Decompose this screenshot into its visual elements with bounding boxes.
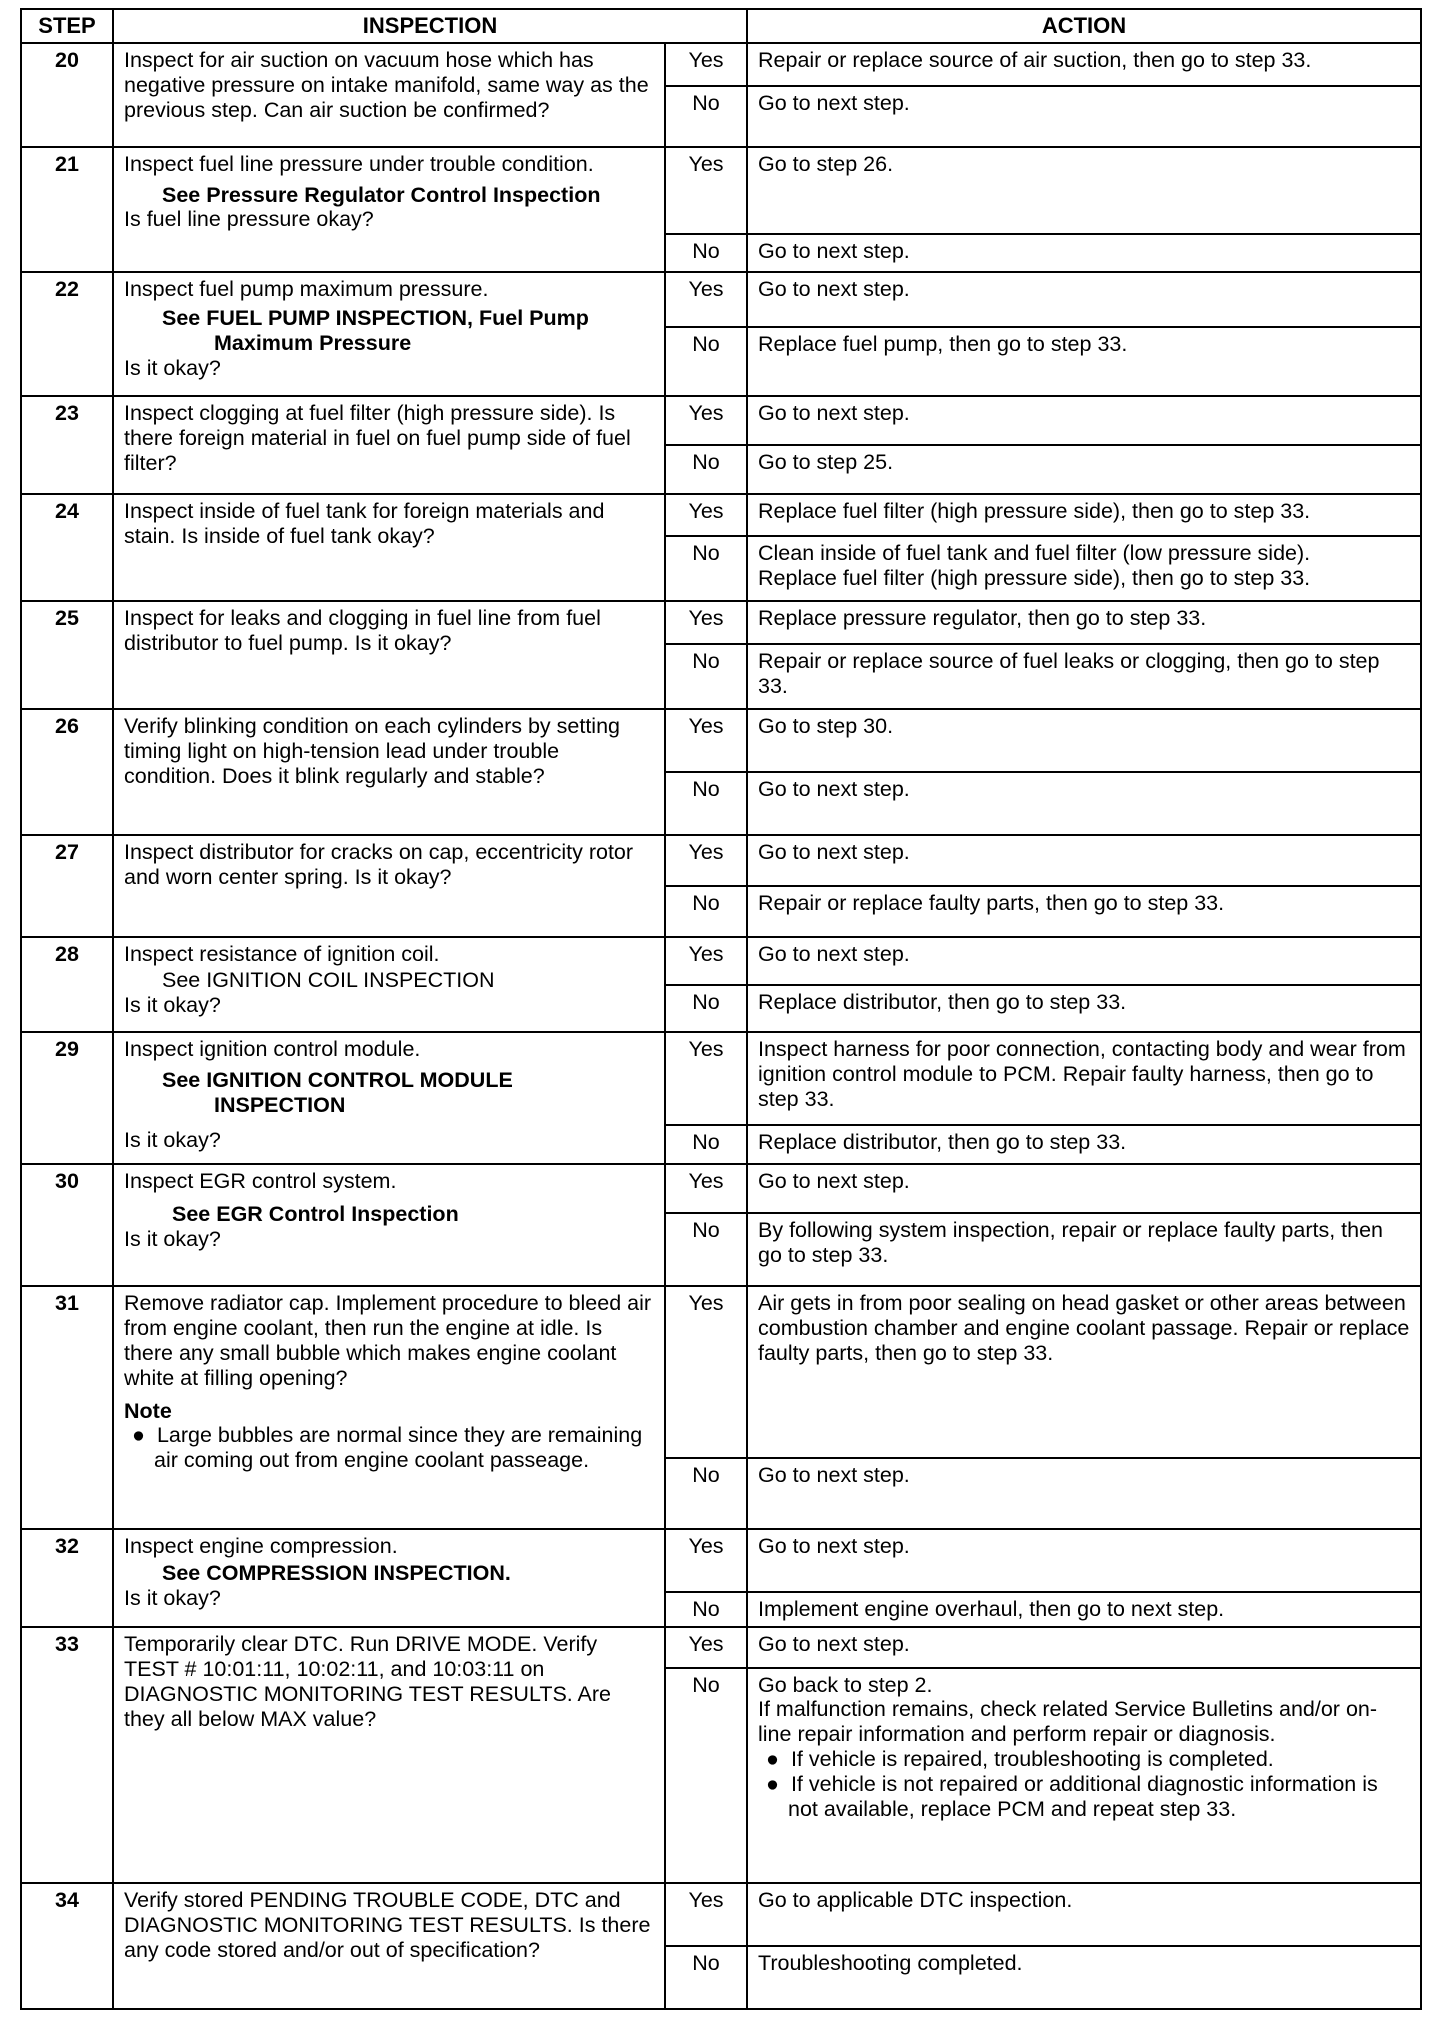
inspection-text: Inspect fuel pump maximum pressure. <box>124 277 489 302</box>
yes-label: Yes <box>665 601 747 644</box>
inspection-question: Is it okay? <box>124 1226 221 1251</box>
note-title: Note <box>124 1398 172 1423</box>
yes-label: Yes <box>665 1032 747 1125</box>
no-label: No <box>665 234 747 273</box>
table-row <box>21 1627 1421 1668</box>
bullet-icon: ● <box>132 1423 145 1448</box>
step-number: 24 <box>21 494 113 602</box>
inspection-text: Inspect EGR control system. <box>124 1168 397 1193</box>
inspection-cell <box>113 1286 665 1530</box>
table-row <box>21 272 1421 327</box>
no-label: No <box>665 1125 747 1164</box>
yes-label: Yes <box>665 1164 747 1213</box>
inspection-text: Inspect for air suction on vacuum hose which has negative pressure on intake manifold, same way as the previous step. Can air suction be confirmed? <box>113 43 665 147</box>
step-number: 32 <box>21 1529 113 1626</box>
yes-action: Repair or replace source of air suction, then go to step 33. <box>747 43 1421 86</box>
no-label: No <box>665 985 747 1032</box>
no-action: Go to step 25. <box>747 445 1421 494</box>
table-row <box>21 1529 1421 1592</box>
no-action: By following system inspection, repair or replace faulty parts, then go to step 33. <box>747 1213 1421 1286</box>
inspection-cell <box>113 1164 665 1286</box>
yes-label: Yes <box>665 494 747 537</box>
bullet-item <box>758 1772 1410 1822</box>
table-row <box>21 1164 1421 1213</box>
yes-action: Go to next step. <box>747 1529 1421 1592</box>
yes-label: Yes <box>665 1883 747 1946</box>
table-row <box>21 709 1421 772</box>
inspection-text: Remove radiator cap. Implement procedure to bleed air from engine coolant, then run the engine at idle. Is there any small bubble which makes engine coolant white at filling opening? <box>124 1290 652 1390</box>
step-number: 26 <box>21 709 113 835</box>
table-row <box>21 1286 1421 1459</box>
header-inspection: INSPECTION <box>113 9 747 43</box>
see-reference: See IGNITION CONTROL MODULE <box>162 1067 513 1092</box>
header-action: ACTION <box>747 9 1421 43</box>
no-action: Replace distributor, then go to step 33. <box>747 1125 1421 1164</box>
inspection-text: Verify blinking condition on each cylinders by setting timing light on high-tension lead under trouble condition. Does it blink regularly and stable? <box>113 709 665 835</box>
yes-label: Yes <box>665 396 747 445</box>
no-label: No <box>665 536 747 601</box>
no-action: Go to next step. <box>747 772 1421 835</box>
yes-label: Yes <box>665 1286 747 1459</box>
yes-label: Yes <box>665 835 747 886</box>
yes-action: Go to next step. <box>747 1627 1421 1668</box>
no-label: No <box>665 644 747 709</box>
note-text: Large bubbles are normal since they are remaining air coming out from engine coolant passeage. <box>154 1423 643 1473</box>
inspection-cell <box>113 1529 665 1626</box>
yes-action: Go to next step. <box>747 937 1421 986</box>
inspection-cell <box>113 937 665 1032</box>
step-number: 31 <box>21 1286 113 1530</box>
inspection-text: Inspect inside of fuel tank for foreign materials and stain. Is inside of fuel tank okay? <box>113 494 665 602</box>
inspection-text: Inspect clogging at fuel filter (high pressure side). Is there foreign material in fuel on fuel pump side of fuel filter? <box>113 396 665 493</box>
yes-action: Go to next step. <box>747 272 1421 327</box>
yes-action: Inspect harness for poor connection, contacting body and wear from ignition control module to PCM. Repair faulty harness, then go to step 33. <box>747 1032 1421 1125</box>
yes-label: Yes <box>665 272 747 327</box>
inspection-text: Verify stored PENDING TROUBLE CODE, DTC and DIAGNOSTIC MONITORING TEST RESULTS. Is there any code stored and/or out of specification? <box>113 1883 665 2009</box>
no-label: No <box>665 1458 747 1529</box>
table-row <box>21 601 1421 644</box>
no-label: No <box>665 445 747 494</box>
yes-action: Go to applicable DTC inspection. <box>747 1883 1421 1946</box>
see-reference: See EGR Control Inspection <box>172 1201 459 1226</box>
no-label: No <box>665 1592 747 1626</box>
step-number: 23 <box>21 396 113 493</box>
inspection-cell <box>113 272 665 396</box>
table-row <box>21 43 1421 86</box>
no-action: Go to next step. <box>747 234 1421 273</box>
no-action-cell <box>747 536 1421 601</box>
yes-label: Yes <box>665 709 747 772</box>
yes-label: Yes <box>665 43 747 86</box>
no-action: Troubleshooting completed. <box>747 1946 1421 2009</box>
step-number: 28 <box>21 937 113 1032</box>
see-reference-cont: Maximum Pressure <box>214 331 412 356</box>
yes-action: Go to step 26. <box>747 147 1421 234</box>
yes-action: Go to next step. <box>747 396 1421 445</box>
step-number: 25 <box>21 601 113 709</box>
step-number: 20 <box>21 43 113 147</box>
inspection-question: Is it okay? <box>124 1586 221 1611</box>
step-number: 33 <box>21 1627 113 1883</box>
see-reference-cont: INSPECTION <box>214 1092 346 1117</box>
yes-action: Replace pressure regulator, then go to step 33. <box>747 601 1421 644</box>
step-number: 22 <box>21 272 113 396</box>
inspection-question: Is it okay? <box>124 1127 221 1152</box>
table-row <box>21 396 1421 445</box>
inspection-text: Inspect ignition control module. <box>124 1036 421 1061</box>
note-item <box>124 1423 654 1473</box>
no-label: No <box>665 1668 747 1883</box>
inspection-text: Temporarily clear DTC. Run DRIVE MODE. Verify TEST # 10:01:11, 10:02:11, and 10:03:11 on DIAGNOSTIC MONITORING TEST RESULTS. Are they all below MAX value? <box>113 1627 665 1883</box>
no-action: Replace distributor, then go to step 33. <box>747 985 1421 1032</box>
table-row <box>21 937 1421 986</box>
yes-label: Yes <box>665 937 747 986</box>
table-row <box>21 147 1421 234</box>
no-action: Clean inside of fuel tank and fuel filter (low pressure side). <box>758 541 1311 566</box>
no-action: Replace fuel pump, then go to step 33. <box>747 327 1421 396</box>
table-row <box>21 1032 1421 1125</box>
no-label: No <box>665 327 747 396</box>
no-action: Implement engine overhaul, then go to next step. <box>747 1592 1421 1626</box>
inspection-text: Inspect distributor for cracks on cap, eccentricity rotor and worn center spring. Is it okay? <box>113 835 665 937</box>
inspection-question: Is it okay? <box>124 356 221 381</box>
table-row <box>21 835 1421 886</box>
yes-label: Yes <box>665 147 747 234</box>
no-action-cont: If malfunction remains, check related Service Bulletins and/or on-line repair information and perform repair or diagnosis. <box>758 1697 1378 1747</box>
no-label: No <box>665 86 747 147</box>
bullet-item <box>758 1747 1410 1772</box>
no-action: Repair or replace source of fuel leaks or clogging, then go to step 33. <box>747 644 1421 709</box>
bullet-text: If vehicle is not repaired or additional diagnostic information is not available, replace PCM and repeat step 33. <box>788 1772 1378 1822</box>
inspection-question: Is it okay? <box>124 993 221 1018</box>
step-number: 27 <box>21 835 113 937</box>
table-row <box>21 494 1421 537</box>
step-number: 30 <box>21 1164 113 1286</box>
no-label: No <box>665 886 747 937</box>
step-number: 21 <box>21 147 113 273</box>
no-action-cell <box>747 1668 1421 1883</box>
inspection-cell <box>113 1032 665 1164</box>
no-label: No <box>665 1946 747 2009</box>
see-reference: See IGNITION COIL INSPECTION <box>162 968 495 993</box>
inspection-text: Inspect engine compression. <box>124 1534 398 1559</box>
no-action: Go back to step 2. <box>758 1672 933 1697</box>
inspection-text: Inspect fuel line pressure under trouble condition. <box>124 151 594 176</box>
table-row <box>21 1883 1421 1946</box>
no-action: Go to next step. <box>747 86 1421 147</box>
step-number: 29 <box>21 1032 113 1164</box>
inspection-text: Inspect for leaks and clogging in fuel line from fuel distributor to fuel pump. Is it okay? <box>113 601 665 709</box>
no-action: Repair or replace faulty parts, then go to step 33. <box>747 886 1421 937</box>
header-step: STEP <box>21 9 113 43</box>
see-reference: See FUEL PUMP INSPECTION, Fuel Pump <box>162 306 589 331</box>
yes-action: Go to next step. <box>747 1164 1421 1213</box>
no-action-cont: Replace fuel filter (high pressure side), then go to step 33. <box>758 566 1311 591</box>
yes-action: Go to next step. <box>747 835 1421 886</box>
see-reference: See COMPRESSION INSPECTION. <box>162 1561 511 1586</box>
see-reference: See Pressure Regulator Control Inspection <box>162 182 601 207</box>
diagnostic-table <box>20 8 1422 2010</box>
yes-action: Air gets in from poor sealing on head gasket or other areas between combustion chamber and engine coolant passage. Repair or replace faulty parts, then go to step 33. <box>747 1286 1421 1459</box>
bullet-icon: ● <box>766 1772 779 1797</box>
step-number: 34 <box>21 1883 113 2009</box>
bullet-icon: ● <box>766 1747 779 1772</box>
inspection-cell <box>113 147 665 273</box>
inspection-text: Inspect resistance of ignition coil. <box>124 941 440 966</box>
yes-action: Replace fuel filter (high pressure side), then go to step 33. <box>747 494 1421 537</box>
no-label: No <box>665 772 747 835</box>
bullet-text: If vehicle is repaired, troubleshooting is completed. <box>790 1747 1274 1772</box>
yes-label: Yes <box>665 1529 747 1592</box>
inspection-question: Is fuel line pressure okay? <box>124 207 374 232</box>
no-label: No <box>665 1213 747 1286</box>
yes-label: Yes <box>665 1627 747 1668</box>
yes-action: Go to step 30. <box>747 709 1421 772</box>
no-action: Go to next step. <box>747 1458 1421 1529</box>
